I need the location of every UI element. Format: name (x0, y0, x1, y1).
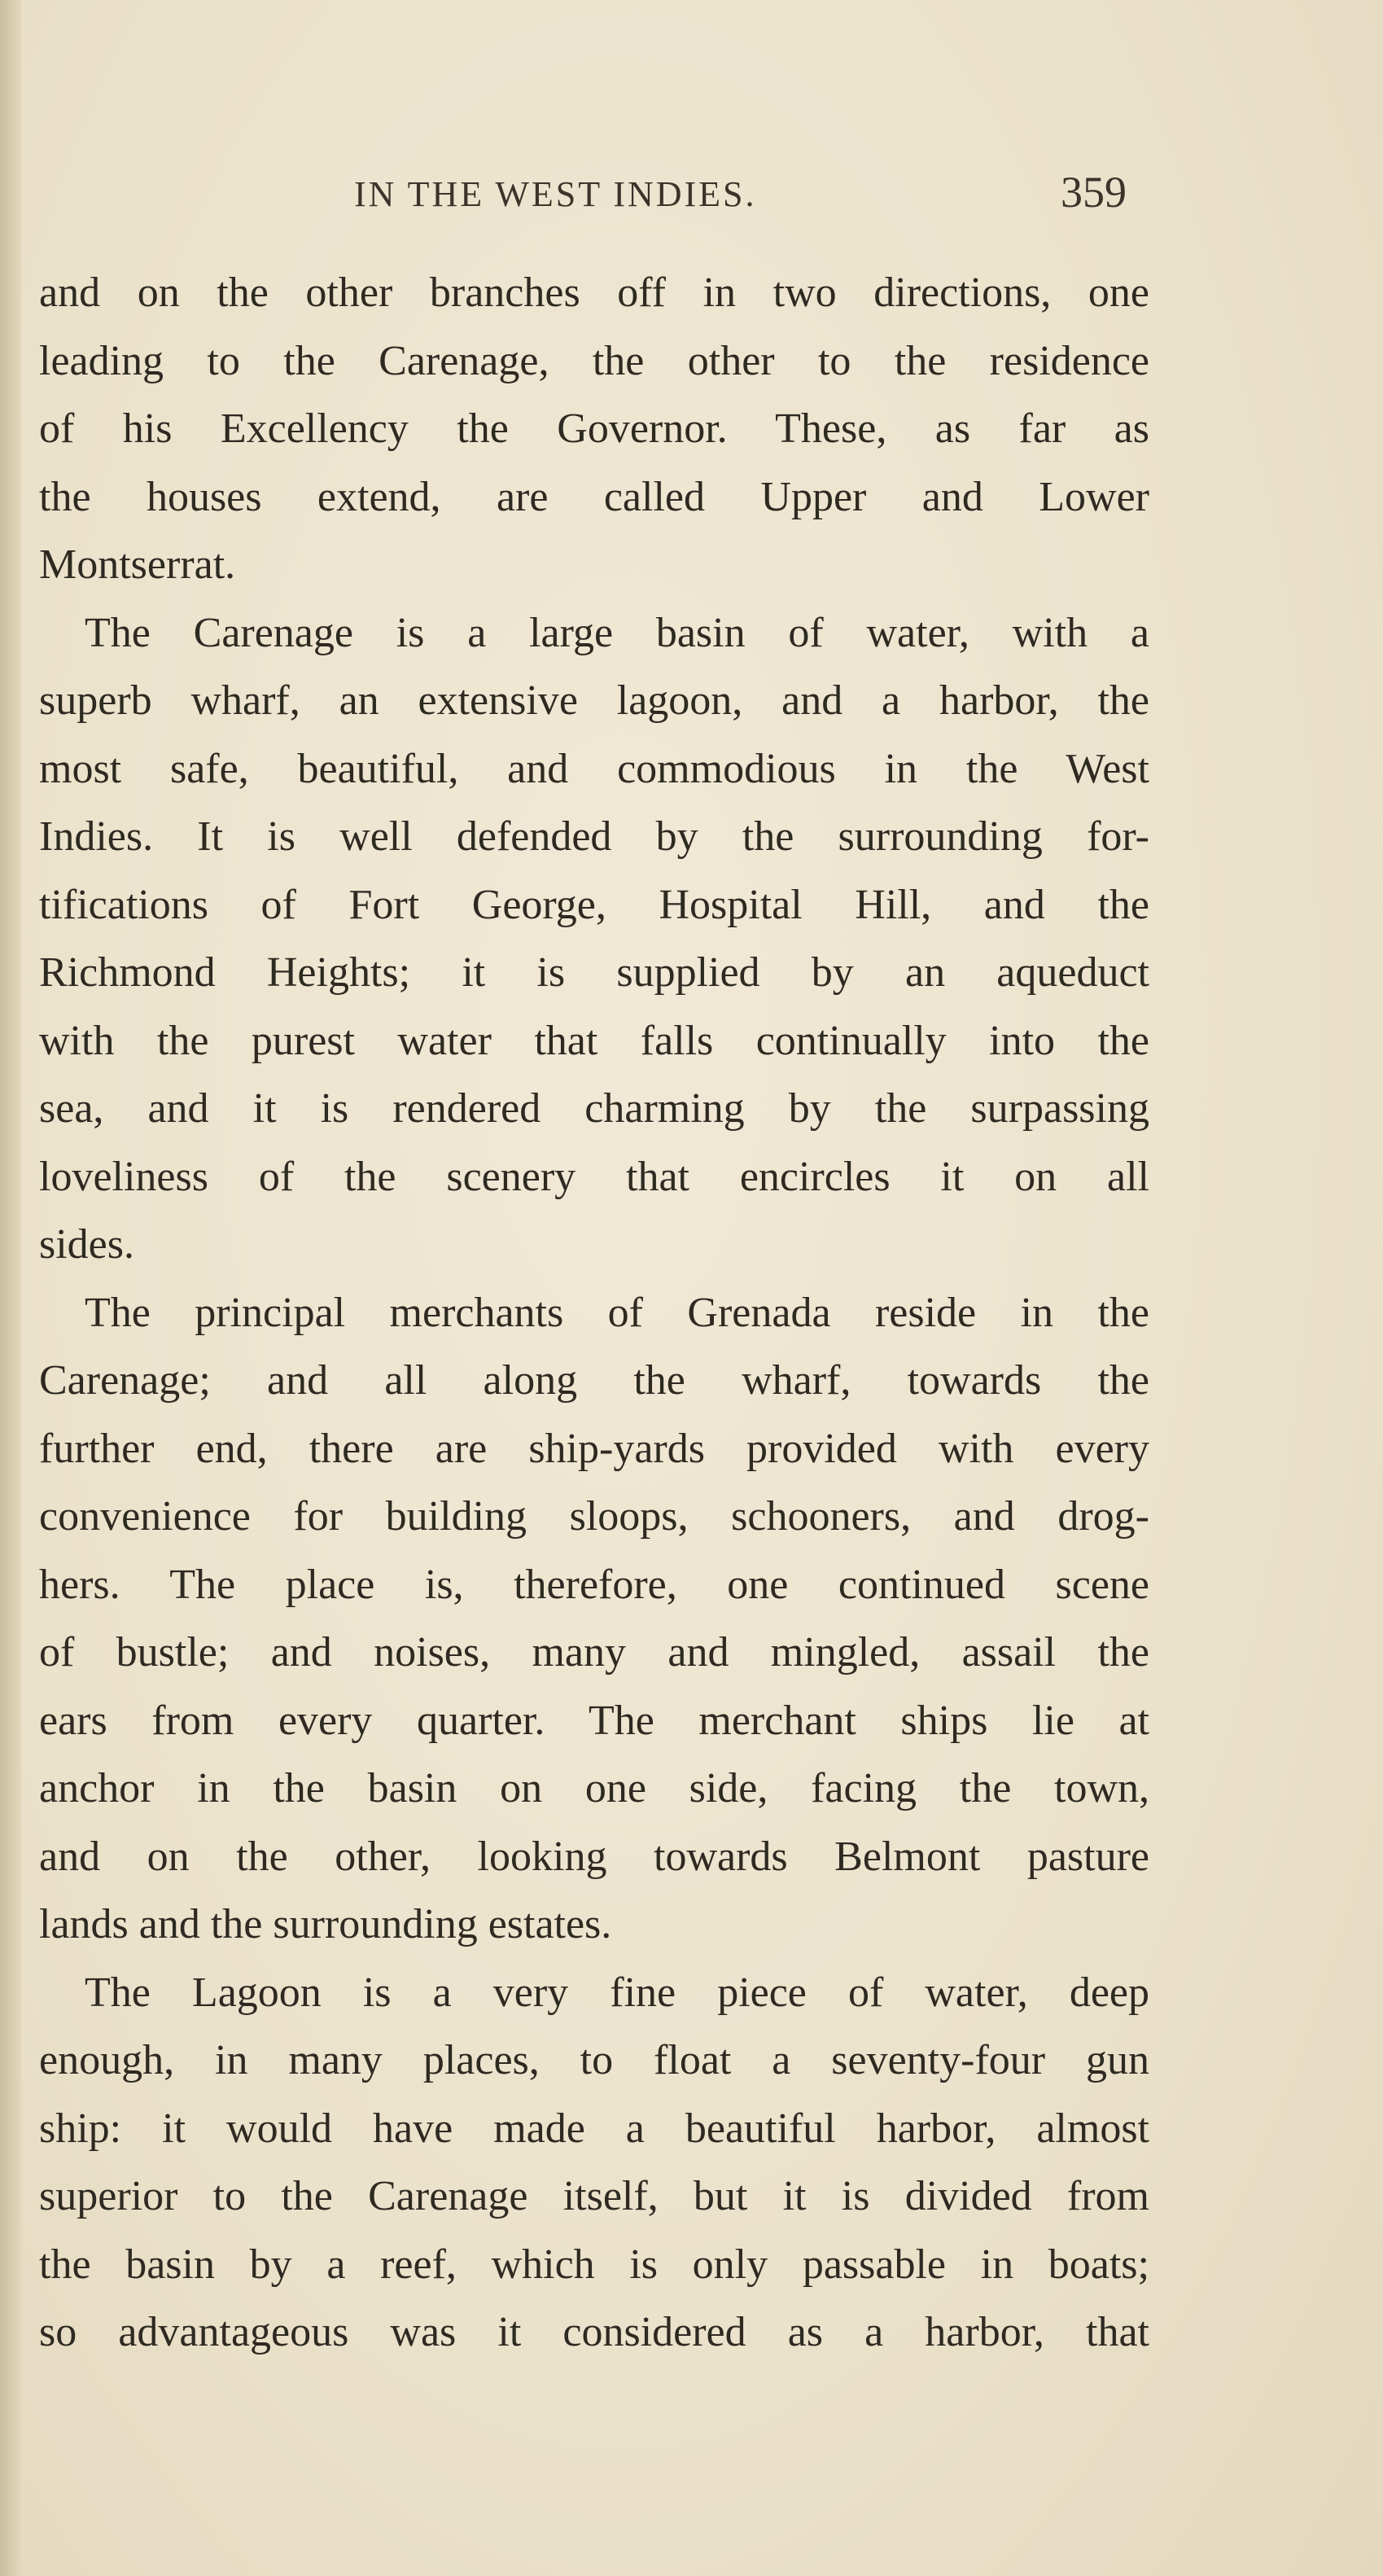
paragraph (39, 1959, 1149, 2367)
text-line: so advantageous was it considered as a harbor, that (39, 2309, 1149, 2355)
text-line: ears from every quarter. The merchant ships lie at (39, 1697, 1149, 1744)
text-line: sea, and it is rendered charming by the surpassing (39, 1085, 1149, 1132)
text-line: the houses extend, are called Upper and Lower (39, 473, 1149, 520)
page-header (0, 167, 1383, 224)
text-line: leading to the Carenage, the other to the residence (39, 337, 1149, 384)
text-line: loveliness of the scenery that encircles it on all (39, 1153, 1149, 1200)
text-line: Carenage; and all along the wharf, towards the (39, 1357, 1149, 1404)
text-line: the basin by a reef, which is only passable in boats; (39, 2241, 1149, 2288)
running-title: IN THE WEST INDIES. (354, 174, 757, 214)
text-line: tifications of Fort George, Hospital Hill, and the (39, 881, 1149, 928)
text-line: anchor in the basin on one side, facing the town, (39, 1765, 1149, 1812)
text-line: The Lagoon is a very fine piece of water, deep (85, 1969, 1149, 2016)
body-text (39, 259, 1149, 2367)
text-line: superb wharf, an extensive lagoon, and a harbor, the (39, 677, 1149, 724)
page-number: 359 (1061, 168, 1127, 217)
text-line: of his Excellency the Governor. These, as far as (39, 405, 1149, 452)
text-line: sides. (39, 1221, 134, 1268)
text-line: and on the other branches off in two directions, one (39, 269, 1149, 316)
text-line: enough, in many places, to float a seventy-four gun (39, 2037, 1149, 2083)
text-line: most safe, beautiful, and commodious in the West (39, 745, 1149, 792)
text-line: hers. The place is, therefore, one continued scene (39, 1561, 1149, 1608)
text-line: ship: it would have made a beautiful harbor, almost (39, 2105, 1149, 2152)
page-gutter-shadow (0, 0, 21, 2576)
text-line: The Carenage is a large basin of water, with a (85, 609, 1149, 656)
paragraph (39, 599, 1149, 1279)
text-line: superior to the Carenage itself, but it is divided from (39, 2173, 1149, 2219)
text-line: and on the other, looking towards Belmont pasture (39, 1833, 1149, 1880)
text-line: Montserrat. (39, 541, 236, 588)
paragraph (39, 1279, 1149, 1959)
text-line: The principal merchants of Grenada reside in the (85, 1289, 1149, 1336)
text-line: lands and the surrounding estates. (39, 1901, 612, 1947)
text-line: Indies. It is well defended by the surrounding for- (39, 813, 1149, 860)
text-line: convenience for building sloops, schooners, and drog- (39, 1493, 1149, 1540)
text-line: of bustle; and noises, many and mingled, assail the (39, 1629, 1149, 1676)
text-line: with the purest water that falls continually into the (39, 1017, 1149, 1064)
text-line: further end, there are ship-yards provided with every (39, 1425, 1149, 1472)
paragraph (39, 259, 1149, 599)
text-line: Richmond Heights; it is supplied by an aqueduct (39, 949, 1149, 996)
